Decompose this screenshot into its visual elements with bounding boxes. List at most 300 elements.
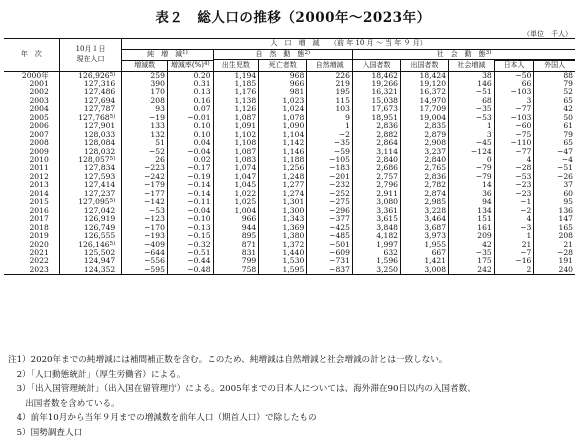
cell-pop-note: 5) bbox=[109, 198, 116, 205]
cell-pop-value: 125,502 bbox=[83, 248, 116, 258]
cell-rate: −0.15 bbox=[167, 232, 213, 240]
cell-exits: 2,835 bbox=[401, 122, 449, 130]
cell-rate: −0.14 bbox=[167, 181, 213, 189]
cell-year: 2013 bbox=[4, 181, 59, 189]
cell-pop-value: 126,749 bbox=[83, 222, 116, 232]
cell-soc: 242 bbox=[449, 266, 495, 275]
cell-pop-value: 127,237 bbox=[83, 188, 116, 198]
cell-fr: 136 bbox=[558, 205, 573, 215]
cell-births: 1,025 bbox=[213, 198, 259, 206]
cell-jp: −53 bbox=[494, 173, 534, 181]
cell-entries: 1,596 bbox=[352, 257, 400, 265]
cell-rate: −0.01 bbox=[167, 114, 213, 122]
header-japanese: 日本人 bbox=[494, 61, 534, 72]
cell-pop-value: 128,033 bbox=[83, 129, 116, 139]
cell-exits: 667 bbox=[401, 249, 449, 257]
cell-rate: −0.19 bbox=[167, 173, 213, 181]
cell-year: 2017 bbox=[4, 215, 59, 223]
cell-inc: −223 bbox=[122, 164, 168, 172]
cell-nat: −377 bbox=[307, 215, 353, 223]
cell-deaths: 1,301 bbox=[259, 198, 307, 206]
cell-deaths: 1,090 bbox=[259, 122, 307, 130]
cell-exits: 19,120 bbox=[401, 80, 449, 88]
cell-fr: −4 bbox=[561, 155, 573, 165]
cell-jp: 4 bbox=[494, 215, 534, 223]
cell-entries: 2,840 bbox=[352, 156, 400, 164]
cell-nat: −425 bbox=[307, 224, 353, 232]
footnote: 4）前年10月から当年９月までの増減数を前年人口（期首人口）で除したもの bbox=[8, 413, 317, 424]
cell-fr: 42 bbox=[563, 104, 573, 114]
header-increase: 増減数 bbox=[122, 61, 168, 72]
cell-nat: 219 bbox=[307, 80, 353, 88]
cell-jp: −77 bbox=[494, 148, 534, 156]
cell-exits: 16,372 bbox=[401, 88, 449, 96]
cell-entries: 3,615 bbox=[352, 215, 400, 223]
cell-deaths: 1,595 bbox=[259, 266, 307, 275]
cell-entries: 3,114 bbox=[352, 148, 400, 156]
cell-fr: 208 bbox=[558, 231, 573, 241]
cell-year: 2010 bbox=[4, 156, 59, 164]
cell-deaths: 1,142 bbox=[259, 139, 307, 147]
cell-births: 1,045 bbox=[213, 181, 259, 189]
cell-jp: −16 bbox=[494, 257, 534, 265]
cell-pop-value: 127,834 bbox=[83, 163, 116, 173]
cell-fr: 88 bbox=[563, 70, 573, 80]
cell-year: 2001 bbox=[4, 80, 59, 88]
cell-exits: 1,955 bbox=[401, 241, 449, 249]
cell-nat: −609 bbox=[307, 249, 353, 257]
footnote: 5）国勢調査人口 bbox=[8, 427, 83, 438]
cell-fr: −51 bbox=[556, 163, 573, 173]
cell-nat: −2 bbox=[307, 131, 353, 139]
cell-rate: 0.31 bbox=[167, 80, 213, 88]
cell-rate: −0.04 bbox=[167, 207, 213, 215]
cell-inc: −177 bbox=[122, 190, 168, 198]
cell-jp: −110 bbox=[494, 139, 534, 147]
cell-soc: 146 bbox=[449, 80, 495, 88]
cell-exits: 2,879 bbox=[401, 131, 449, 139]
cell-deaths: 1,369 bbox=[259, 224, 307, 232]
cell-fr: 240 bbox=[534, 266, 575, 275]
cell-deaths: 1,300 bbox=[259, 207, 307, 215]
cell-pop-value: 128,032 bbox=[83, 146, 116, 156]
cell-soc: −79 bbox=[449, 164, 495, 172]
cell-rate: −0.32 bbox=[167, 241, 213, 249]
cell-births: 799 bbox=[213, 257, 259, 265]
cell-fr: 79 bbox=[563, 78, 573, 88]
cell-pop-value: 127,486 bbox=[83, 87, 116, 97]
cell-jp: −2 bbox=[494, 207, 534, 215]
cell-deaths: 1,248 bbox=[259, 173, 307, 181]
cell-births: 1,083 bbox=[213, 156, 259, 164]
cell-pop-value: 127,593 bbox=[83, 171, 116, 181]
table-row bbox=[4, 266, 575, 275]
cell-rate: −0.51 bbox=[167, 249, 213, 257]
cell-fr: 147 bbox=[558, 214, 573, 224]
header-total-change: 人 口 増 減 （前 年 10 月 ～ 当 年 ９ 月） bbox=[122, 39, 575, 50]
cell-pop-value: 127,095 bbox=[78, 197, 110, 207]
cell-rate: 0.20 bbox=[167, 71, 213, 80]
header-rate: 増減率(%)$^{4)}$ bbox=[167, 61, 213, 72]
cell-soc: −53 bbox=[449, 114, 495, 122]
cell-inc: 93 bbox=[122, 105, 168, 113]
cell-rate: −0.10 bbox=[167, 215, 213, 223]
cell-year: 2022 bbox=[4, 257, 59, 265]
cell-pop bbox=[59, 266, 121, 275]
cell-entries: 3,361 bbox=[352, 207, 400, 215]
cell-nat: −296 bbox=[307, 207, 353, 215]
cell-jp: 1 bbox=[494, 232, 534, 240]
cell-year: 2012 bbox=[4, 173, 59, 181]
cell-fr: 65 bbox=[563, 138, 573, 148]
cell-inc: 208 bbox=[122, 97, 168, 105]
cell-nat: −275 bbox=[307, 198, 353, 206]
cell-pop-value: 128,084 bbox=[83, 138, 116, 148]
cell-pop-value: 127,768 bbox=[78, 112, 110, 122]
cell-nat: 195 bbox=[307, 88, 353, 96]
cell-soc: 42 bbox=[449, 241, 495, 249]
cell-entries: 17,673 bbox=[352, 105, 400, 113]
cell-pop-value: 127,787 bbox=[83, 104, 116, 114]
cell-jp: −103 bbox=[494, 88, 534, 96]
header-year: 年 次 bbox=[4, 39, 59, 72]
cell-year: 2007 bbox=[4, 131, 59, 139]
cell-soc: 209 bbox=[449, 232, 495, 240]
cell-year: 2020 bbox=[4, 241, 59, 249]
cell-inc: 259 bbox=[122, 71, 168, 80]
cell-soc: 94 bbox=[449, 198, 495, 206]
cell-year: 2014 bbox=[4, 190, 59, 198]
cell-year: 2004 bbox=[4, 105, 59, 113]
cell-exits: 17,709 bbox=[401, 105, 449, 113]
cell-deaths: 1,023 bbox=[259, 97, 307, 105]
cell-births: 1,194 bbox=[213, 71, 259, 80]
cell-year: 2002 bbox=[4, 88, 59, 96]
cell-nat: −485 bbox=[307, 232, 353, 240]
unit-label: （単位 千人） bbox=[523, 30, 572, 38]
cell-soc: 134 bbox=[449, 207, 495, 215]
cell-deaths: 981 bbox=[259, 88, 307, 96]
cell-year: 2018 bbox=[4, 224, 59, 232]
cell-exits: 2,782 bbox=[401, 181, 449, 189]
cell-inc: −179 bbox=[122, 181, 168, 189]
cell-fr: 37 bbox=[563, 180, 573, 190]
cell-jp: −23 bbox=[494, 190, 534, 198]
cell-fr: 60 bbox=[563, 188, 573, 198]
cell-exits: 2,908 bbox=[401, 139, 449, 147]
cell-soc: −79 bbox=[449, 173, 495, 181]
cell-entries: 3,250 bbox=[352, 266, 400, 275]
cell-deaths: 1,188 bbox=[259, 156, 307, 164]
cell-deaths: 1,380 bbox=[259, 232, 307, 240]
cell-nat: −201 bbox=[307, 173, 353, 181]
cell-exits: 14,970 bbox=[401, 97, 449, 105]
cell-deaths: 1,024 bbox=[259, 105, 307, 113]
cell-fr: −47 bbox=[556, 146, 573, 156]
cell-pop-value: 126,555 bbox=[83, 231, 116, 241]
cell-soc: 68 bbox=[449, 97, 495, 105]
cell-fr: 95 bbox=[563, 197, 573, 207]
footnote: 2）「人口動態統計」（厚生労働省）による。 bbox=[8, 369, 186, 380]
cell-deaths: 1,372 bbox=[259, 241, 307, 249]
cell-births: 966 bbox=[213, 215, 259, 223]
cell-deaths: 968 bbox=[259, 71, 307, 80]
cell-births: 1,091 bbox=[213, 122, 259, 130]
cell-inc: 133 bbox=[122, 122, 168, 130]
cell-inc: 170 bbox=[122, 88, 168, 96]
cell-soc: −124 bbox=[449, 148, 495, 156]
cell-exits: 2,836 bbox=[401, 173, 449, 181]
cell-rate: −0.14 bbox=[167, 190, 213, 198]
cell-nat: 103 bbox=[307, 105, 353, 113]
cell-year: 2009 bbox=[4, 148, 59, 156]
cell-jp: 4 bbox=[494, 156, 534, 164]
population-table bbox=[4, 38, 575, 275]
footnote: 3）「出入国管理統計」（出入国在留管理庁）による。2005年までの日本人については、海外滞在90日以内の入国者数、 bbox=[8, 384, 476, 395]
cell-year: 2023 bbox=[4, 266, 59, 275]
cell-year: 2015 bbox=[4, 198, 59, 206]
cell-fr: 191 bbox=[558, 256, 573, 266]
header-social: 社 会 動 態$^{3)}$ bbox=[352, 49, 575, 60]
cell-inc: −123 bbox=[122, 215, 168, 223]
cell-entries: 16,321 bbox=[352, 88, 400, 96]
cell-nat: −232 bbox=[307, 181, 353, 189]
cell-year: 2021 bbox=[4, 249, 59, 257]
cell-births: 895 bbox=[213, 232, 259, 240]
cell-rate: 0.04 bbox=[167, 139, 213, 147]
footnotes bbox=[8, 353, 476, 441]
cell-deaths: 1,530 bbox=[259, 257, 307, 265]
cell-inc: −556 bbox=[122, 257, 168, 265]
cell-pop-value: 126,146 bbox=[78, 239, 110, 249]
cell-exits: 19,004 bbox=[401, 114, 449, 122]
cell-exits: 2,765 bbox=[401, 164, 449, 172]
cell-nat: 9 bbox=[307, 114, 353, 122]
cell-births: 1,176 bbox=[213, 88, 259, 96]
cell-jp: 2 bbox=[494, 266, 534, 275]
cell-jp: 66 bbox=[494, 80, 534, 88]
cell-entries: 1,997 bbox=[352, 241, 400, 249]
header-net-change: 純 増 減$^{1)}$ bbox=[122, 49, 213, 61]
cell-rate: 0.10 bbox=[167, 131, 213, 139]
cell-pop-value: 124,352 bbox=[83, 264, 116, 274]
cell-pop-value: 127,694 bbox=[83, 95, 116, 105]
cell-pop-note: 5) bbox=[109, 156, 116, 163]
cell-nat: 1 bbox=[307, 122, 353, 130]
cell-soc: 38 bbox=[449, 71, 495, 80]
header-deaths: 死亡者数 bbox=[259, 60, 307, 72]
cell-entries: 3,848 bbox=[352, 224, 400, 232]
cell-rate: −0.04 bbox=[167, 148, 213, 156]
cell-deaths: 1,343 bbox=[259, 215, 307, 223]
cell-exits: 3,228 bbox=[401, 207, 449, 215]
cell-nat: 115 bbox=[307, 97, 353, 105]
cell-jp: −75 bbox=[494, 131, 534, 139]
cell-exits: 3,687 bbox=[401, 224, 449, 232]
cell-jp: −7 bbox=[494, 249, 534, 257]
cell-deaths: 1,078 bbox=[259, 114, 307, 122]
cell-entries: 18,462 bbox=[352, 71, 400, 80]
cell-year: 2008 bbox=[4, 139, 59, 147]
cell-nat: −837 bbox=[307, 266, 353, 275]
cell-pop-value: 124,947 bbox=[83, 256, 116, 266]
cell-exits: 2,840 bbox=[401, 156, 449, 164]
cell-births: 1,047 bbox=[213, 173, 259, 181]
cell-fr: 52 bbox=[563, 87, 573, 97]
cell-deaths: 1,274 bbox=[259, 190, 307, 198]
cell-births: 1,185 bbox=[213, 80, 259, 88]
page-title: 表２ 総人口の推移（2000年～2023年） bbox=[155, 10, 431, 26]
cell-rate: 0.16 bbox=[167, 97, 213, 105]
cell-fr: 21 bbox=[563, 239, 573, 249]
cell-soc: −35 bbox=[449, 249, 495, 257]
cell-exits: 1,421 bbox=[401, 257, 449, 265]
cell-pop-value: 128,057 bbox=[78, 155, 110, 165]
cell-pop-value: 127,414 bbox=[83, 180, 116, 190]
cell-inc: −52 bbox=[122, 148, 168, 156]
cell-year: 2005 bbox=[4, 114, 59, 122]
header-natural-inc: 自然増減 bbox=[307, 60, 353, 72]
cell-inc: −644 bbox=[122, 249, 168, 257]
cell-entries: 2,686 bbox=[352, 164, 400, 172]
cell-exits: 3,464 bbox=[401, 215, 449, 223]
cell-inc: −595 bbox=[122, 266, 168, 275]
cell-jp: −28 bbox=[494, 164, 534, 172]
cell-entries: 2,836 bbox=[352, 122, 400, 130]
cell-rate: −0.48 bbox=[167, 266, 213, 275]
cell-year: 2000年 bbox=[4, 71, 59, 80]
cell-births: 871 bbox=[213, 241, 259, 249]
table-body bbox=[4, 71, 575, 275]
cell-inc: −193 bbox=[122, 232, 168, 240]
cell-nat: −731 bbox=[307, 257, 353, 265]
cell-births: 1,074 bbox=[213, 164, 259, 172]
cell-entries: 2,911 bbox=[352, 190, 400, 198]
cell-pop-value: 126,919 bbox=[83, 214, 116, 224]
cell-soc: 161 bbox=[449, 224, 495, 232]
cell-pop-value: 127,042 bbox=[83, 205, 116, 215]
cell-entries: 19,266 bbox=[352, 80, 400, 88]
cell-fr: −28 bbox=[556, 248, 573, 258]
header-natural: 自 然 動 態$^{2)}$ bbox=[213, 49, 352, 60]
cell-year: 2019 bbox=[4, 232, 59, 240]
cell-entries: 3,080 bbox=[352, 198, 400, 206]
cell-exits: 18,424 bbox=[401, 71, 449, 80]
header-social-inc: 社会増減 bbox=[449, 60, 495, 72]
cell-births: 1,022 bbox=[213, 190, 259, 198]
cell-soc: 36 bbox=[449, 190, 495, 198]
cell-exits: 3,973 bbox=[401, 232, 449, 240]
cell-inc: −242 bbox=[122, 173, 168, 181]
cell-pop-note: 5) bbox=[109, 71, 116, 78]
cell-deaths: 1,440 bbox=[259, 249, 307, 257]
cell-deaths: 1,277 bbox=[259, 181, 307, 189]
cell-entries: 632 bbox=[352, 249, 400, 257]
cell-jp: −77 bbox=[494, 105, 534, 113]
cell-pop-value: 127,316 bbox=[83, 78, 116, 88]
cell-inc: −409 bbox=[122, 241, 168, 249]
cell-soc: 175 bbox=[449, 257, 495, 265]
cell-jp: −1 bbox=[494, 198, 534, 206]
cell-fr: 61 bbox=[563, 121, 573, 131]
cell-pop-note: 5) bbox=[109, 240, 116, 247]
cell-births: 1,087 bbox=[213, 148, 259, 156]
cell-inc: −19 bbox=[122, 114, 168, 122]
cell-births: 944 bbox=[213, 224, 259, 232]
cell-entries: 2,796 bbox=[352, 181, 400, 189]
cell-year: 2016 bbox=[4, 207, 59, 215]
cell-soc: −51 bbox=[449, 88, 495, 96]
cell-births: 1,108 bbox=[213, 139, 259, 147]
cell-exits: 2,985 bbox=[401, 198, 449, 206]
cell-deaths: 966 bbox=[259, 80, 307, 88]
footnote: 出国者数を含めている。 bbox=[8, 398, 120, 409]
cell-births: 1,138 bbox=[213, 97, 259, 105]
cell-soc: −35 bbox=[449, 105, 495, 113]
cell-births: 1,126 bbox=[213, 105, 259, 113]
cell-inc: 132 bbox=[122, 131, 168, 139]
cell-pop-value: 126,926 bbox=[78, 70, 110, 80]
cell-fr: −26 bbox=[556, 171, 573, 181]
cell-jp: −50 bbox=[494, 71, 534, 80]
cell-rate: 0.02 bbox=[167, 156, 213, 164]
cell-births: 831 bbox=[213, 249, 259, 257]
cell-fr: 165 bbox=[558, 222, 573, 232]
cell-pop-note: 5) bbox=[109, 113, 116, 120]
cell-soc: 3 bbox=[449, 131, 495, 139]
cell-inc: 390 bbox=[122, 80, 168, 88]
cell-jp: 21 bbox=[494, 241, 534, 249]
cell-births: 1,087 bbox=[213, 114, 259, 122]
cell-year: 2011 bbox=[4, 164, 59, 172]
cell-jp: −103 bbox=[494, 114, 534, 122]
cell-inc: 26 bbox=[122, 156, 168, 164]
cell-soc: 1 bbox=[449, 122, 495, 130]
header-pop: 10月１日 現在人口 bbox=[59, 39, 121, 72]
cell-year: 2003 bbox=[4, 97, 59, 105]
cell-nat: −183 bbox=[307, 164, 353, 172]
cell-births: 1,102 bbox=[213, 131, 259, 139]
cell-deaths: 1,146 bbox=[259, 148, 307, 156]
cell-rate: −0.13 bbox=[167, 224, 213, 232]
cell-entries: 2,864 bbox=[352, 139, 400, 147]
cell-year: 2006 bbox=[4, 122, 59, 130]
cell-jp: −23 bbox=[494, 181, 534, 189]
cell-deaths: 1,256 bbox=[259, 164, 307, 172]
cell-entries: 2,882 bbox=[352, 131, 400, 139]
cell-entries: 18,951 bbox=[352, 114, 400, 122]
cell-jp: −60 bbox=[494, 122, 534, 130]
cell-nat: 226 bbox=[307, 71, 353, 80]
cell-rate: 0.13 bbox=[167, 88, 213, 96]
cell-rate: 0.10 bbox=[167, 122, 213, 130]
cell-soc: 151 bbox=[449, 215, 495, 223]
cell-rate: −0.17 bbox=[167, 164, 213, 172]
cell-fr: 50 bbox=[563, 112, 573, 122]
cell-nat: −252 bbox=[307, 190, 353, 198]
cell-soc: −45 bbox=[449, 139, 495, 147]
cell-inc: 51 bbox=[122, 139, 168, 147]
cell-fr: 65 bbox=[563, 95, 573, 105]
cell-deaths: 1,104 bbox=[259, 131, 307, 139]
header-exits: 出国者数 bbox=[401, 60, 449, 72]
cell-exits: 3,008 bbox=[401, 266, 449, 275]
cell-entries: 4,182 bbox=[352, 232, 400, 240]
cell-rate: −0.11 bbox=[167, 198, 213, 206]
cell-rate: −0.44 bbox=[167, 257, 213, 265]
cell-exits: 3,237 bbox=[401, 148, 449, 156]
cell-births: 1,004 bbox=[213, 207, 259, 215]
